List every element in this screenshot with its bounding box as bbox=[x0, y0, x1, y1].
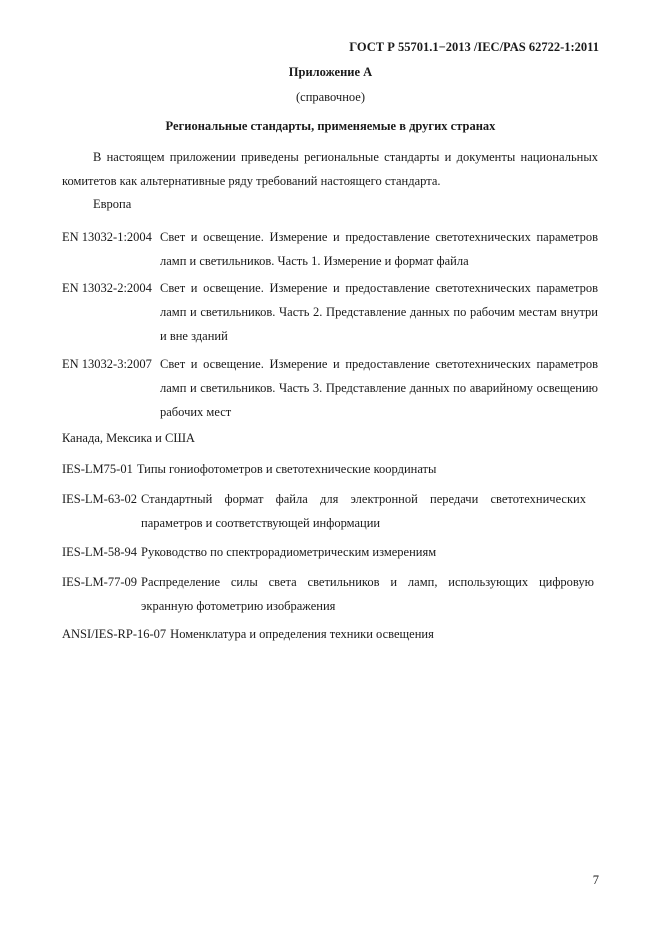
standard-entry bbox=[62, 570, 594, 618]
standard-description: Типы гониофотометров и светотехнические координаты bbox=[136, 462, 437, 476]
standard-code: IES-LM-58-94 bbox=[62, 545, 137, 559]
region-europe-label: Европа bbox=[93, 197, 132, 211]
standard-entry bbox=[62, 457, 598, 481]
region-americas-label: Канада, Мексика и США bbox=[62, 431, 195, 445]
annex-title: Приложение А bbox=[288, 65, 373, 79]
standard-description: Свет и освещение. Измерение и предоставление светотехнических параметров ламп и светильников. Часть 3. Представление данных по аварийному освещению рабочих мест bbox=[160, 357, 598, 419]
standard-code: IES-LM75-01 bbox=[62, 462, 133, 476]
document-header: ГОСТ Р 55701.1−2013 /IEC/PAS 62722-1:2011 bbox=[349, 40, 599, 54]
standard-code: ANSI/IES-RP-16-07 bbox=[62, 627, 167, 641]
standard-code: EN 13032-2:2004 bbox=[62, 281, 152, 295]
standard-code: EN 13032-3:2007 bbox=[62, 357, 152, 371]
standard-code: IES-LM-63-02 bbox=[62, 492, 137, 506]
section-title: Региональные стандарты, применяемые в других странах bbox=[165, 119, 496, 133]
standard-description: Свет и освещение. Измерение и предоставление светотехнических параметров ламп и светильников. Часть 2. Представление данных по рабочим местам внутри и вне зданий bbox=[160, 281, 598, 343]
standard-entry bbox=[62, 622, 598, 646]
standard-code: IES-LM-77-09 bbox=[62, 575, 137, 589]
standard-entry bbox=[62, 276, 598, 348]
page-number: 7 bbox=[592, 873, 599, 887]
standard-code: EN 13032-1:2004 bbox=[62, 230, 152, 244]
standard-entry bbox=[62, 225, 598, 273]
standard-description: Распределение силы света светильников и ламп, использующих цифровую экранную фотометрию изображения bbox=[141, 575, 594, 613]
standard-entry bbox=[62, 540, 598, 564]
annex-subtitle: (справочное) bbox=[295, 90, 366, 104]
intro-paragraph: В настоящем приложении приведены региональные стандарты и документы национальных комитетов как альтернативные ряду требований настоящего стандарта. bbox=[62, 150, 598, 188]
standard-entry bbox=[62, 352, 598, 424]
standard-description: Свет и освещение. Измерение и предоставление светотехнических параметров ламп и светильников. Часть 1. Измерение и формат файла bbox=[160, 230, 598, 268]
standard-entry bbox=[62, 487, 586, 535]
standard-description: Руководство по спектрорадиометрическим измерениям bbox=[141, 545, 437, 559]
standard-description: Стандартный формат файла для электронной передачи светотехнических параметров и соответствующей информации bbox=[141, 492, 586, 530]
standard-description: Номенклатура и определения техники освещения bbox=[170, 627, 434, 641]
